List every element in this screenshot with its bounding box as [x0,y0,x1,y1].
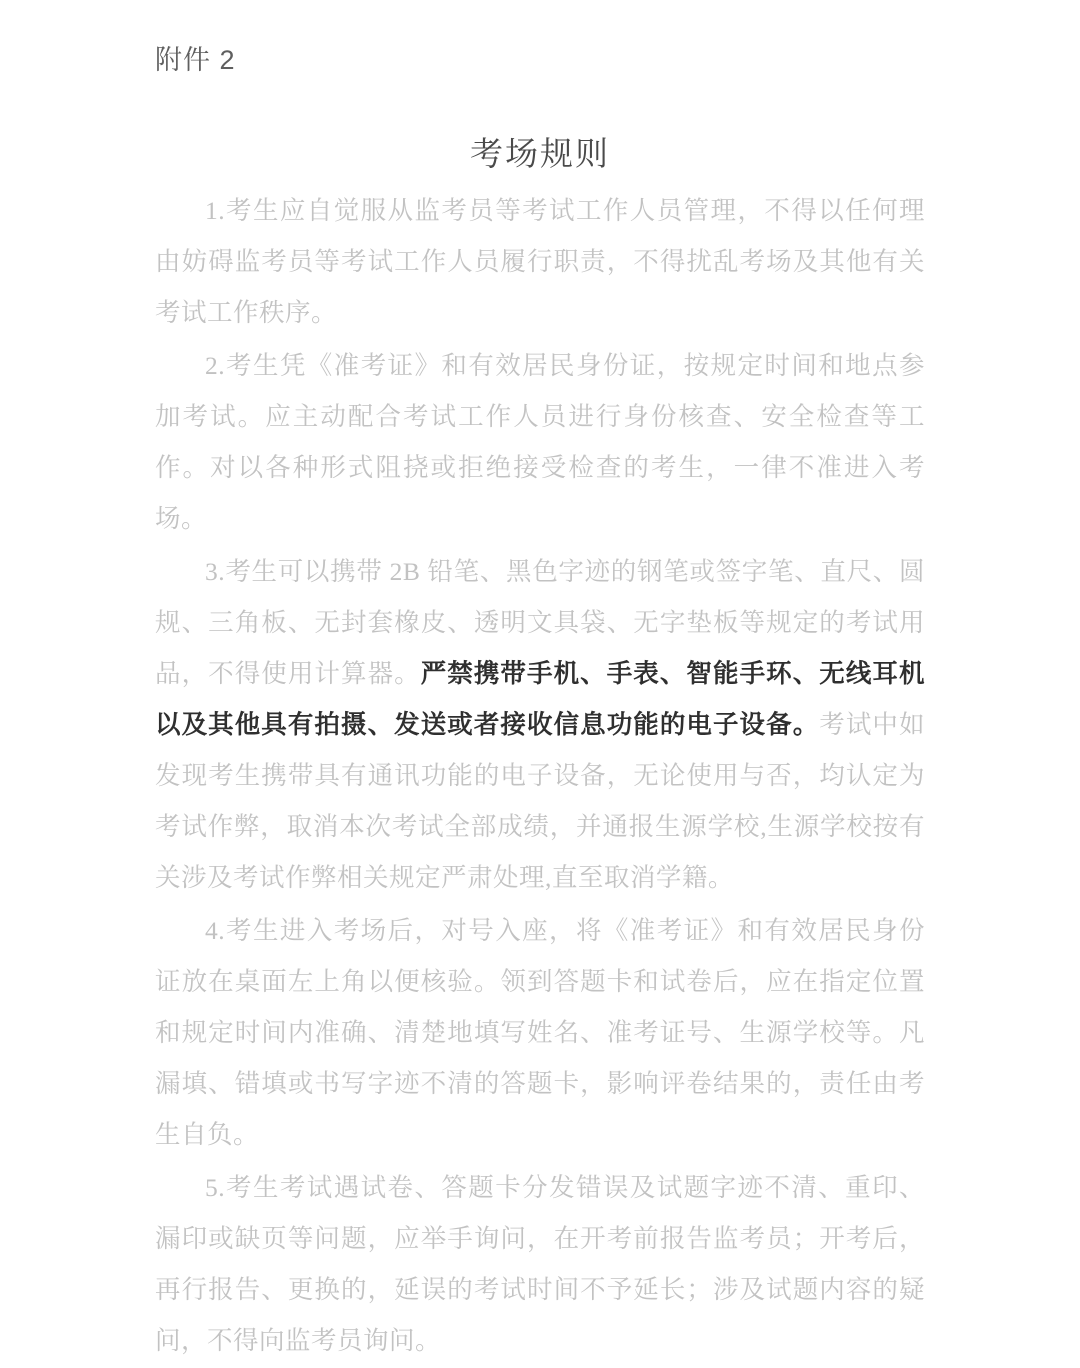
page-title: 考场规则 [470,135,610,172]
document-body [155,185,925,1368]
emphasized-text: 严禁携带手机、手表、智能手环、无线耳机以及其他具有拍摄、发送或者接收信息功能的电子设备。 [155,659,925,739]
paragraph-rule-5 [155,1162,925,1366]
paragraph-rule-2 [155,340,925,544]
paragraph-rule-1 [155,185,925,338]
body-text-run: 3.考生可以携带 2B 铅笔、黑色字迹的钢笔或签字笔、直尺、圆规、三角板、无封套橡皮、透明文具袋、无字垫板等规定的考试用品，不得使用计算器。 [155,557,925,688]
body-text-run: 考试中如发现考生携带具有通讯功能的电子设备，无论使用与否，均认定为考试作弊，取消本次考试全部成绩，并通报生源学校,生源学校按有关涉及考试作弊相关规定严肃处理,直至取消学籍。 [155,710,925,892]
body-text-run: 4.考生进入考场后，对号入座，将《准考证》和有效居民身份证放在桌面左上角以便核验。领到答题卡和试卷后，应在指定位置和规定时间内准确、清楚地填写姓名、准考证号、生源学校等。凡漏填、错填或书写字迹不清的答题卡，影响评卷结果的，责任由考生自负。 [155,916,925,1149]
body-text-run: 5.考生考试遇试卷、答题卡分发错误及试题字迹不清、重印、漏印或缺页等问题，应举手询问，在开考前报告监考员；开考后，再行报告、更换的，延误的考试时间不予延长；涉及试题内容的疑问，不得向监考员询问。 [155,1173,925,1355]
attachment-label: 附件 2 [155,45,236,75]
body-text-run: 2.考生凭《准考证》和有效居民身份证，按规定时间和地点参加考试。应主动配合考试工作人员进行身份核查、安全检查等工作。对以各种形式阻挠或拒绝接受检查的考生，一律不准进入考场。 [155,351,925,533]
paragraph-rule-4 [155,905,925,1160]
paragraph-rule-3 [155,546,925,903]
body-text-run: 1.考生应自觉服从监考员等考试工作人员管理，不得以任何理由妨碍监考员等考试工作人员履行职责，不得扰乱考场及其他有关考试工作秩序。 [155,196,925,327]
